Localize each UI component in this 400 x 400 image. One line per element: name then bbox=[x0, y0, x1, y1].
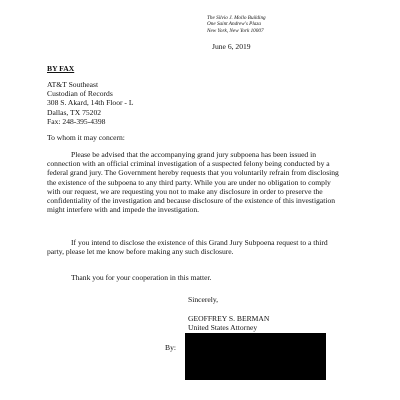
paragraph-line: connection with an official criminal investigation of a suspected felony being conducted by a bbox=[47, 159, 330, 169]
addressee-fax: Fax: 248-395-4398 bbox=[47, 116, 106, 126]
signer-name: GEOFFREY S. BERMAN bbox=[188, 314, 270, 323]
letterhead-line: The Silvio J. Mollo Building bbox=[207, 15, 266, 21]
paragraph-line: confidentiality of the investigation and because disclosure of the existence of this investigation bbox=[47, 196, 336, 206]
addressee-block bbox=[47, 80, 133, 126]
paragraph-line: Please be advised that the accompanying grand jury subpoena has been issued in bbox=[71, 150, 317, 159]
signature-block bbox=[188, 314, 269, 332]
body-paragraph-3: Thank you for your cooperation in this matter. bbox=[71, 273, 212, 282]
closing: Sincerely, bbox=[188, 295, 219, 304]
letterhead-address bbox=[207, 15, 266, 34]
addressee-name: AT&T Southeast bbox=[47, 80, 99, 89]
body-paragraph-2 bbox=[47, 238, 357, 256]
by-label: By: bbox=[165, 343, 176, 352]
paragraph-line: federal grand jury. The Government hereby requests that you voluntarily refrain from disclosing bbox=[47, 168, 339, 178]
paragraph-line: the existence of the subpoena to any third party. While you are under no obligation to comply bbox=[47, 177, 331, 187]
letterhead-line: New York, New York 10007 bbox=[207, 27, 264, 34]
addressee-city: Dallas, TX 75202 bbox=[47, 107, 102, 117]
addressee-street: 308 S. Akard, 14th Floor - L bbox=[47, 98, 134, 108]
paragraph-line: party, please let me know before making any such disclosure. bbox=[47, 247, 234, 257]
paragraph-line: with our request, we are requesting you not to make any disclosure in order to preserve the bbox=[47, 186, 323, 196]
delivery-method: BY FAX bbox=[47, 64, 75, 73]
paragraph-line: might interfere with and impede the investigation. bbox=[47, 205, 200, 215]
letterhead-line: One Saint Andrew's Plaza bbox=[207, 21, 261, 28]
letter-date: June 6, 2019 bbox=[212, 42, 251, 51]
salutation: To whom it may concern: bbox=[47, 133, 125, 142]
signer-title: United States Attorney bbox=[188, 323, 258, 333]
addressee-title: Custodian of Records bbox=[47, 89, 113, 99]
redaction-box bbox=[185, 333, 326, 380]
body-paragraph-1 bbox=[47, 150, 357, 214]
paragraph-line: If you intend to disclose the existence of this Grand Jury Subpoena request to a third bbox=[71, 238, 328, 247]
